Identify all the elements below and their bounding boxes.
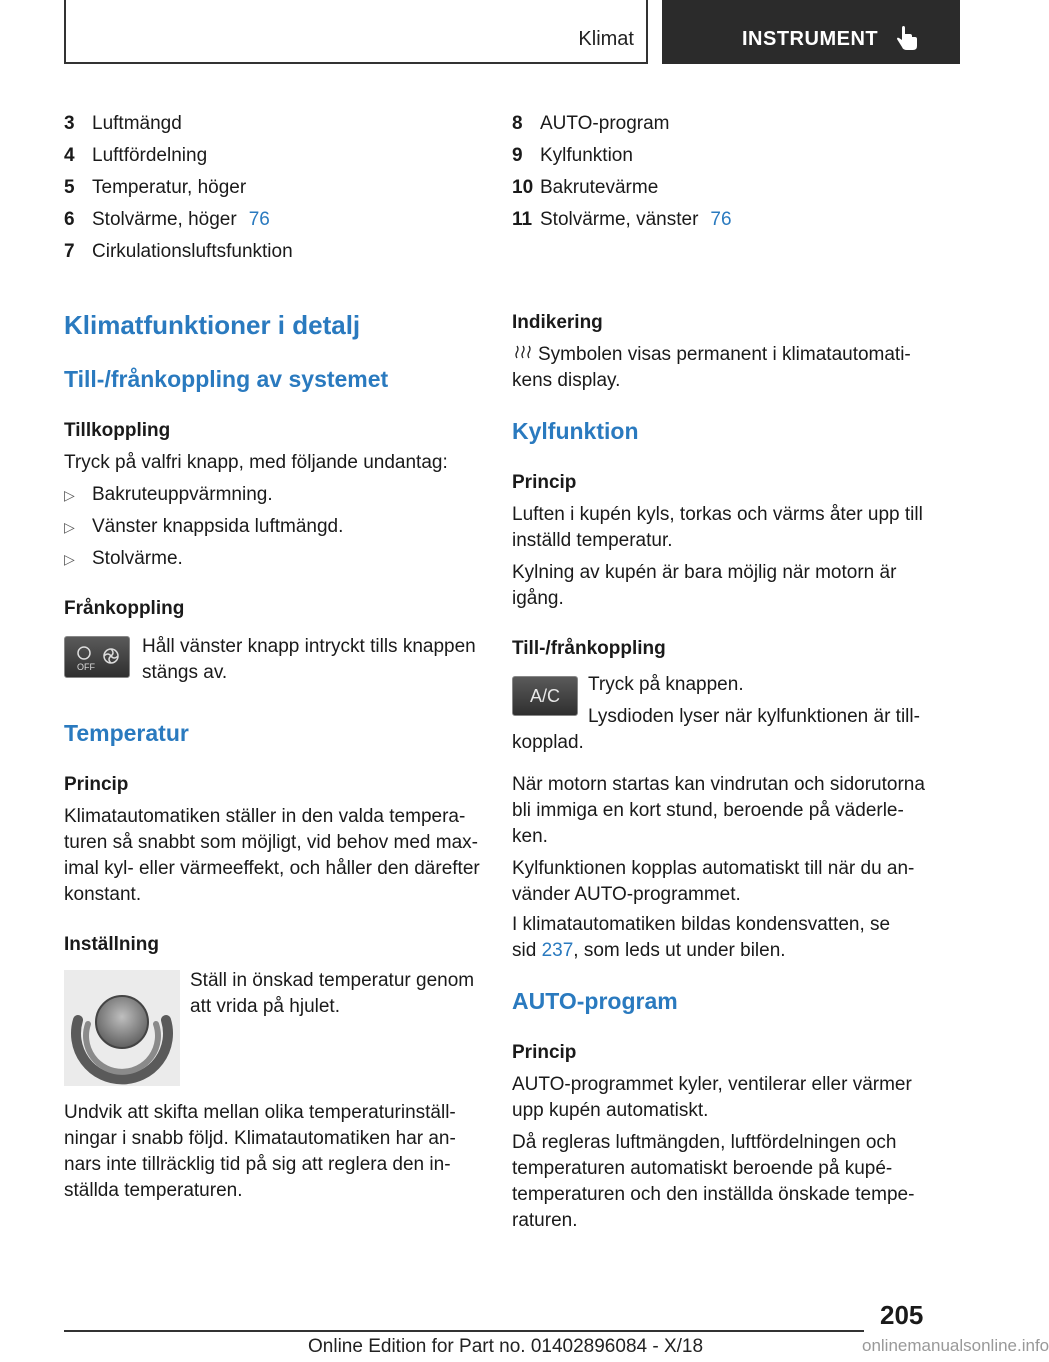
legend-text: Stolvärme, höger	[92, 209, 237, 230]
legend-number: 4	[64, 145, 75, 166]
legend-text: Bakrutevärme	[540, 177, 659, 198]
header-section-label: Klimat	[578, 28, 634, 50]
paragraph-heading: Princip	[64, 774, 129, 795]
paragraph-heading: Tillkoppling	[64, 420, 171, 441]
hand-pointer-icon	[894, 26, 920, 52]
body-text: kens display.	[512, 370, 621, 391]
legend-item	[64, 206, 480, 238]
footer-divider	[64, 1330, 864, 1332]
legend-text: Cirkulationsluftsfunktion	[92, 241, 293, 262]
footer-watermark: onlinemanualsonline.info	[862, 1336, 1049, 1355]
ac-indicator-icon	[514, 344, 532, 362]
body-text: Undvik att skifta mellan olika temperaturinställ‐	[64, 1102, 456, 1123]
body-text: ställda temperaturen.	[64, 1180, 243, 1201]
ac-button-label: A/C	[529, 685, 560, 706]
body-text: stängs av.	[142, 662, 228, 683]
triangle-bullet-icon: ▷	[64, 551, 75, 567]
bullet-item	[64, 546, 183, 572]
body-text: , som leds ut under bilen.	[573, 940, 786, 961]
body-text: Symbolen visas permanent i klimatautomati‐	[538, 344, 911, 365]
body-text: bli immiga en kort stund, beroende på väderle‐	[512, 800, 904, 821]
legend-item	[64, 142, 480, 174]
body-text: Klimatautomatiken ställer in den valda tempera‐	[64, 806, 466, 827]
legend-item	[64, 238, 480, 270]
footer-edition-text: Online Edition for Part no. 01402896084 - X/18	[308, 1336, 704, 1357]
legend-item	[512, 174, 928, 206]
legend-number: 10	[512, 177, 534, 198]
legend-item	[512, 110, 928, 142]
body-text: nars inte tillräcklig tid på sig att reglera den in‐	[64, 1154, 451, 1175]
bullet-text: Stolvärme.	[92, 548, 183, 569]
body-text: sid	[512, 940, 542, 961]
subsection-heading: AUTO-program	[512, 988, 678, 1014]
triangle-bullet-icon: ▷	[64, 519, 75, 535]
legend-text: Temperatur, höger	[92, 177, 247, 198]
body-text: Kylfunktionen kopplas automatiskt till när du an‐	[512, 858, 915, 879]
body-text: temperaturen automatiskt beroende på kupé‐	[512, 1158, 893, 1179]
header-section-box	[64, 0, 648, 64]
legend-text: AUTO-program	[540, 113, 670, 134]
body-text: turen så snabbt som möjligt, vid behov med max‐	[64, 832, 478, 853]
body-text: ningar i snabb följd. Klimatautomatiken har an‐	[64, 1128, 456, 1149]
ac-button-image	[512, 676, 578, 716]
legend-item	[64, 174, 480, 206]
legend-number: 8	[512, 113, 523, 134]
body-text: ken.	[512, 826, 548, 847]
legend-item	[512, 142, 928, 174]
subsection-heading: Till-/frånkoppling av systemet	[64, 366, 389, 392]
body-text: I klimatautomatiken bildas kondensvatten, se	[512, 914, 891, 935]
paragraph-heading: Princip	[512, 472, 577, 493]
body-text: raturen.	[512, 1210, 578, 1231]
page-reference-link[interactable]: 76	[248, 209, 270, 230]
legend-text: Luftmängd	[92, 113, 182, 134]
temperature-wheel-image	[64, 970, 180, 1086]
body-text: Tryck på valfri knapp, med följande undantag:	[64, 452, 448, 473]
bullet-item	[64, 514, 343, 540]
body-text: temperaturen och den inställda önskade tempe‐	[512, 1184, 915, 1205]
body-text-with-reference	[512, 938, 786, 964]
legend-text: Luftfördelning	[92, 145, 208, 166]
header-chapter-tab[interactable]	[662, 0, 960, 64]
fan-off-icon	[65, 637, 129, 677]
body-text: inställd temperatur.	[512, 530, 673, 551]
body-text: kopplad.	[512, 732, 584, 753]
header-chapter-label: INSTRUMENT	[742, 28, 879, 50]
body-text: Då regleras luftmängden, luftfördelningen och	[512, 1132, 897, 1153]
off-button-label: OFF	[77, 662, 95, 672]
body-text: igång.	[512, 588, 564, 609]
legend-text: Stolvärme, vänster	[540, 209, 699, 230]
paragraph-heading: Indikering	[512, 312, 603, 333]
off-fan-button-image	[64, 636, 130, 678]
body-text: Tryck på knappen.	[588, 674, 744, 695]
paragraph-heading: Inställning	[64, 934, 159, 955]
body-text: AUTO-programmet kyler, ventilerar eller värmer	[512, 1074, 912, 1095]
body-text: Kylning av kupén är bara möjlig när motorn är	[512, 562, 897, 583]
legend-number: 6	[64, 209, 75, 230]
bullet-item	[64, 482, 273, 508]
triangle-bullet-icon: ▷	[64, 487, 75, 503]
body-text: Ställ in önskad temperatur genom	[190, 970, 475, 991]
body-text: konstant.	[64, 884, 142, 905]
section-heading: Klimatfunktioner i detalj	[64, 310, 361, 340]
legend-right	[512, 110, 928, 238]
body-text: Håll vänster knapp intryckt tills knappen	[142, 636, 476, 657]
body-text: vänder AUTO-programmet.	[512, 884, 741, 905]
subsection-heading: Temperatur	[64, 720, 189, 746]
legend-left	[64, 110, 480, 270]
page-reference-link[interactable]: 237	[541, 940, 574, 961]
page-number: 205	[880, 1300, 924, 1330]
legend-number: 5	[64, 177, 75, 198]
page-reference-link[interactable]: 76	[710, 209, 732, 230]
temperature-wheel-icon	[64, 970, 180, 1086]
legend-number: 3	[64, 113, 75, 134]
paragraph-heading: Princip	[512, 1042, 577, 1063]
body-text: imal kyl- eller värmeeffekt, och håller den därefter	[64, 858, 480, 879]
paragraph-heading: Frånkoppling	[64, 598, 185, 619]
body-text: Luften i kupén kyls, torkas och värms åter upp till	[512, 504, 923, 525]
bullet-text: Vänster knappsida luftmängd.	[92, 516, 344, 537]
legend-number: 11	[512, 209, 533, 230]
legend-number: 7	[64, 241, 75, 262]
legend-item	[64, 110, 480, 142]
legend-text: Kylfunktion	[540, 145, 633, 166]
bullet-text: Bakruteuppvärmning.	[92, 484, 273, 505]
body-text: att vrida på hjulet.	[190, 996, 340, 1017]
subsection-heading: Kylfunktion	[512, 418, 639, 444]
body-text: upp kupén automatiskt.	[512, 1100, 709, 1121]
legend-item	[512, 206, 928, 238]
body-text: När motorn startas kan vindrutan och sidorutorna	[512, 774, 925, 795]
paragraph-heading: Till-/frånkoppling	[512, 638, 666, 659]
legend-number: 9	[512, 145, 523, 166]
body-text: Lysdioden lyser när kylfunktionen är till‐	[588, 706, 920, 727]
